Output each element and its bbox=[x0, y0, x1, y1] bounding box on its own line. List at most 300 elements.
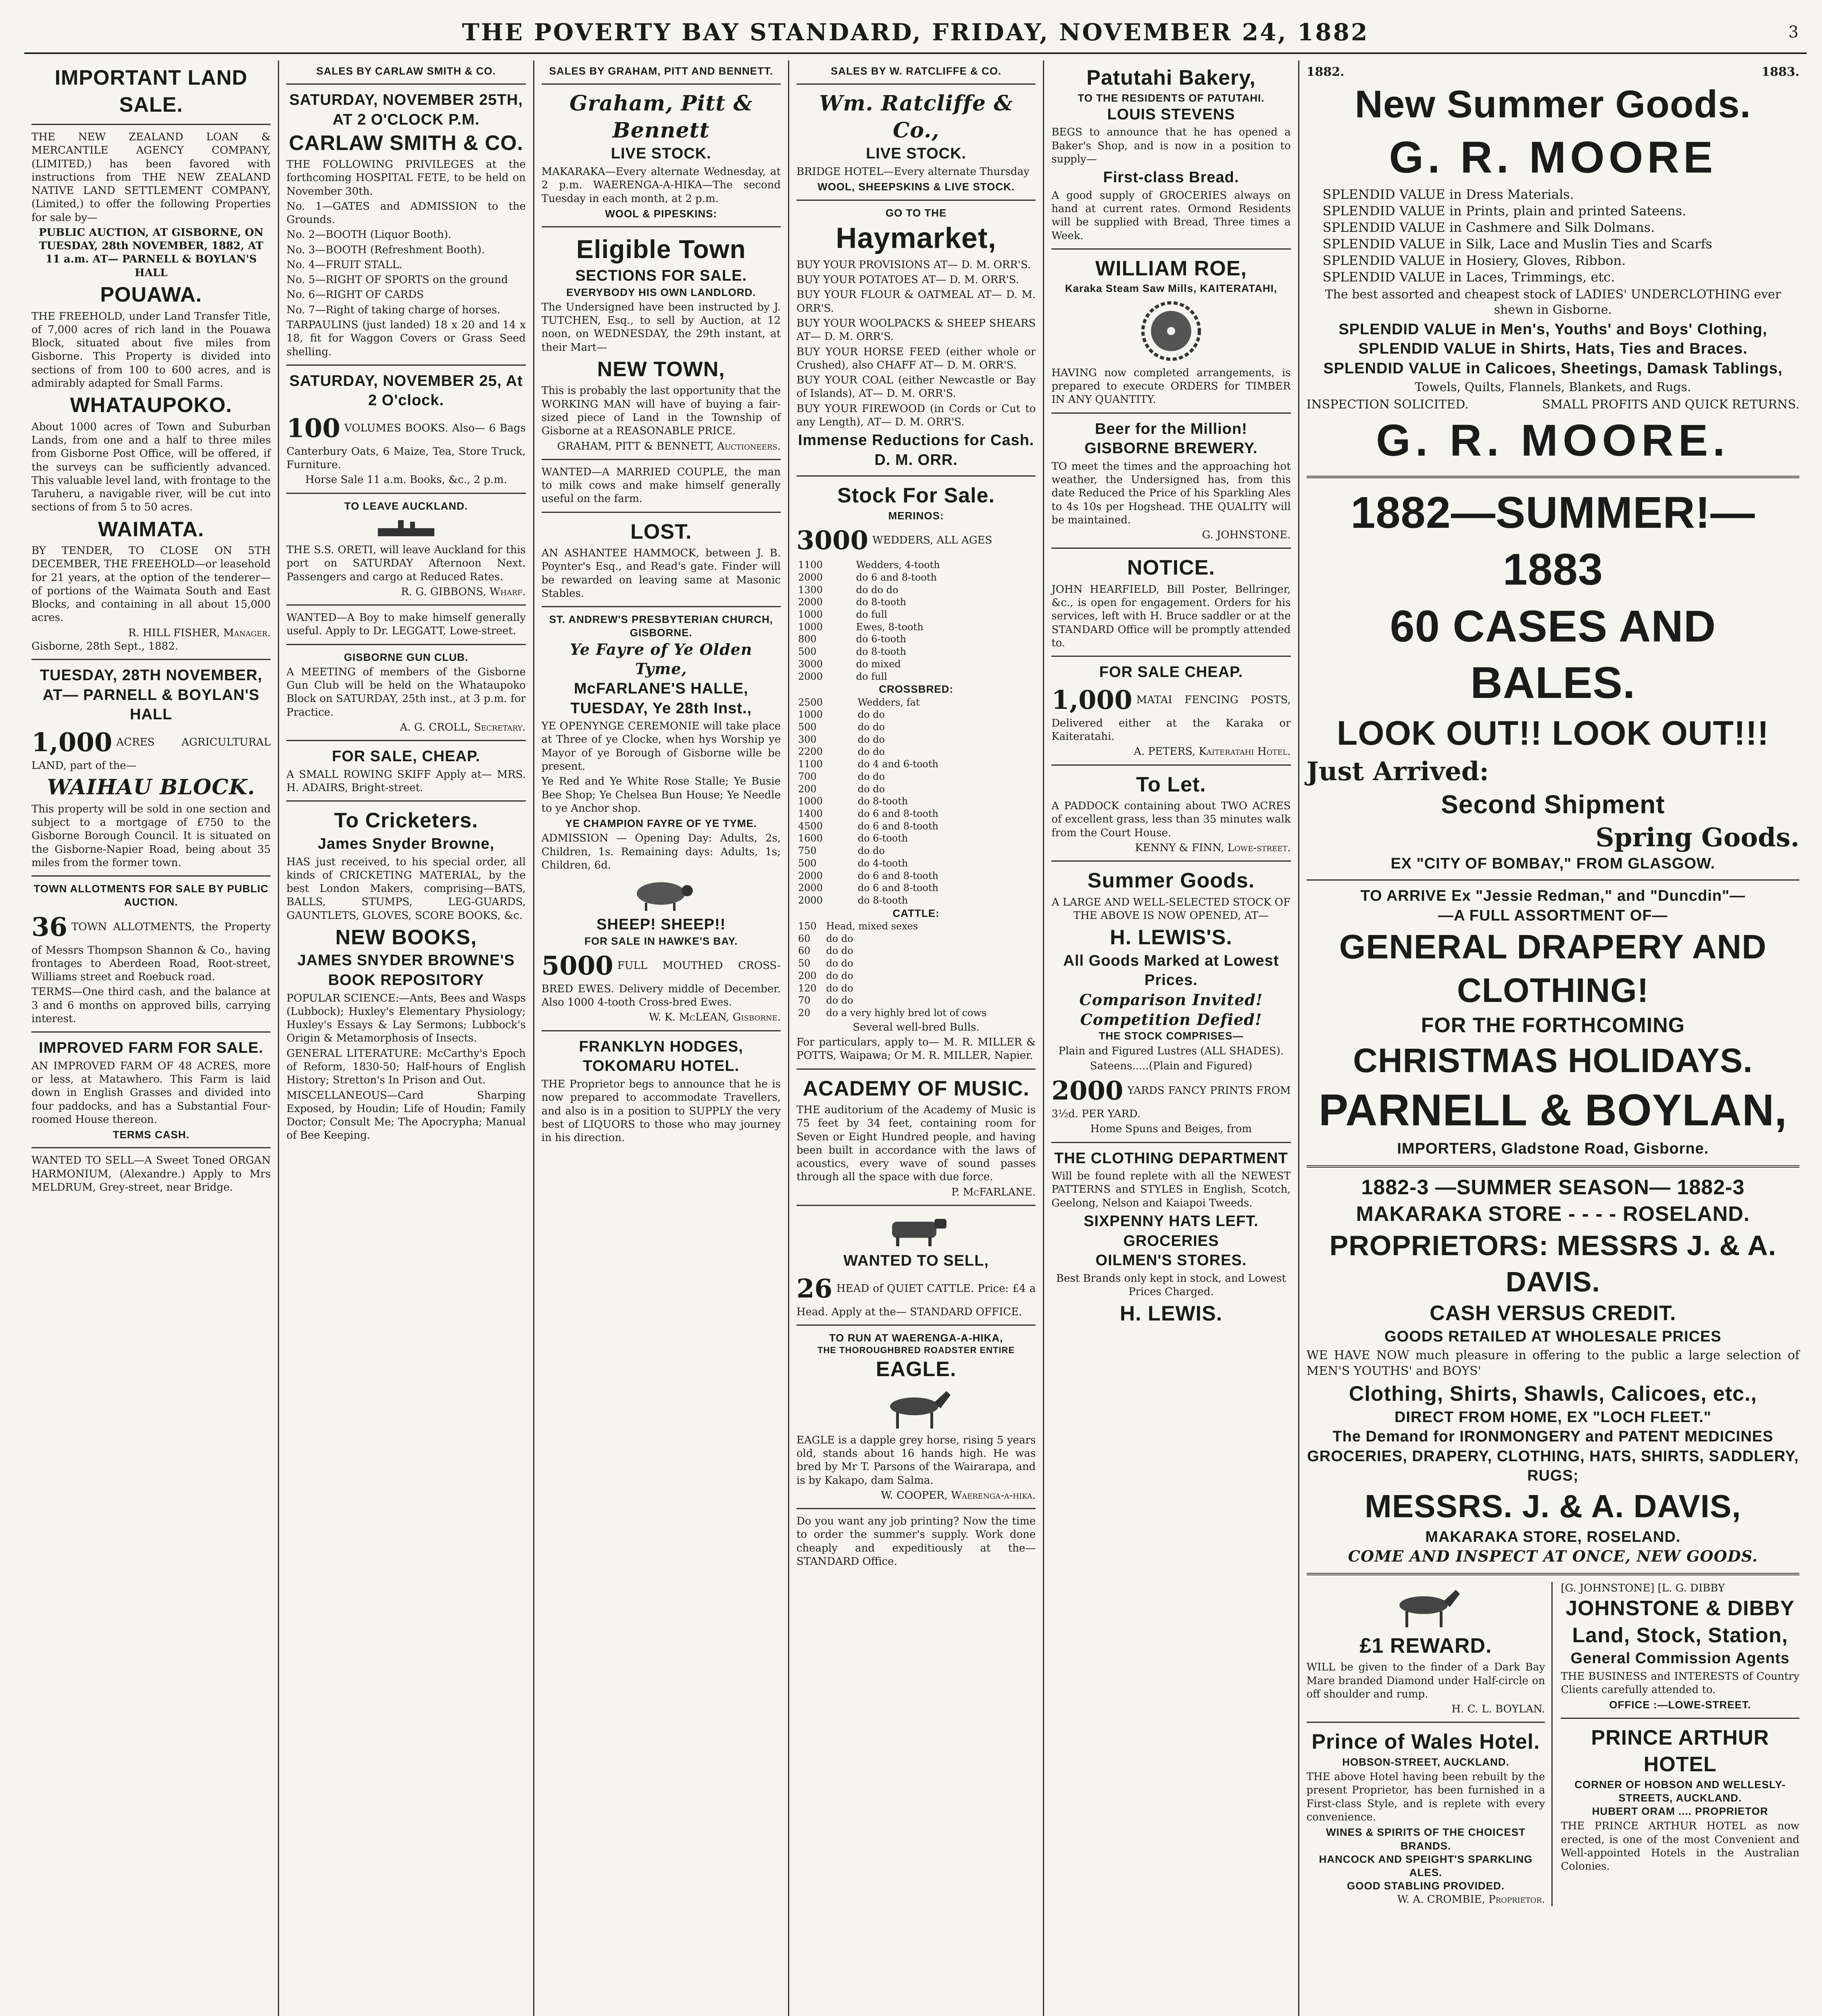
roe-sub: Karaka Steam Saw Mills, KAITERATAHI, bbox=[1065, 282, 1278, 295]
table-cell: do 6-tooth bbox=[856, 633, 907, 645]
table-cell: Wedders, fat bbox=[857, 696, 920, 708]
table-row bbox=[796, 559, 1036, 571]
hawkes-bay: FOR SALE IN HAWKE'S BAY. bbox=[584, 935, 738, 947]
table-row bbox=[796, 633, 1036, 646]
sheep-text: FULL MOUTHED CROSS-BRED EWES. Delivery middle of December. Also 1000 4-tooth Cross-bred Ewes. bbox=[541, 959, 781, 1009]
moore-footer: G. R. MOORE. bbox=[1376, 416, 1730, 466]
table-row bbox=[796, 820, 1036, 833]
marked-text: All Goods Marked at Lowest Prices. bbox=[1063, 952, 1279, 989]
reward-text: WILL be given to the finder of a Dark Bay Mare branded Diamond under Half-circle on off shoulder and rump. bbox=[1306, 1661, 1545, 1700]
table-row bbox=[796, 982, 1036, 995]
table-cell: do do bbox=[826, 933, 853, 944]
wanted-sell-heading: WANTED TO SELL, bbox=[843, 1252, 989, 1269]
table-cell: do 8-tooth bbox=[857, 895, 908, 906]
lustres-text: Plain and Figured Lustres (ALL SHADES). bbox=[1058, 1045, 1284, 1057]
year-right: 1883. bbox=[1762, 65, 1799, 79]
sheep-icon bbox=[625, 875, 697, 912]
cases-bales-heading: 60 CASES AND BALES. bbox=[1390, 601, 1716, 708]
johnstone-signature: G. JOHNSTONE. bbox=[1202, 529, 1291, 541]
table-cell: 2000 bbox=[798, 571, 823, 583]
table-cell: do a very highly bred lot of cows bbox=[826, 1007, 987, 1019]
splendid-line: SPLENDID VALUE in Cashmere and Silk Dolmans. bbox=[1322, 219, 1655, 235]
direct-text: DIRECT FROM HOME, EX "LOCH FLEET." bbox=[1394, 1408, 1712, 1426]
to-let-heading: To Let. bbox=[1136, 773, 1206, 796]
table-cell: 1600 bbox=[798, 833, 823, 844]
academy-text: THE auditorium of the Academy of Music is 75 feet by 34 feet, containing room for Seven or Eight Hundred people, and having been built in accordance with the laws of acoustics, every wave of sound passes through all the space with due force. bbox=[796, 1104, 1036, 1183]
lewis-heading: H. LEWIS'S. bbox=[1110, 926, 1232, 950]
table-row bbox=[796, 758, 1036, 771]
table-row bbox=[796, 920, 1036, 933]
cooper-signature: W. COOPER, Waerenga-a-hika. bbox=[881, 1489, 1036, 1502]
to-let-text: A PADDOCK containing about TWO ACRES of excellent grass, less than 35 minutes walk from the Court House. bbox=[1051, 800, 1291, 839]
cattle-table bbox=[796, 920, 1036, 1019]
second-shipment: Second Shipment bbox=[1441, 789, 1665, 819]
table-row bbox=[796, 658, 1036, 671]
reward-heading: £1 REWARD. bbox=[1359, 1634, 1492, 1658]
acres-text: ACRES AGRICULTURAL LAND, part of the— bbox=[31, 736, 271, 772]
bridge-hotel-text: BRIDGE HOTEL—Every alternate Thursday bbox=[796, 165, 1030, 178]
table-cell: 2000 bbox=[798, 870, 823, 881]
bakery-heading: Patutahi Bakery, bbox=[1086, 66, 1256, 90]
inspect-text: COME AND INSPECT AT ONCE, NEW GOODS. bbox=[1348, 1547, 1758, 1566]
fayre-date: TUESDAY, Ye 28th Inst., bbox=[570, 700, 752, 717]
wool-heading: WOOL & PIPESKINS: bbox=[605, 207, 717, 220]
beer-text: TO meet the times and the approaching hot weather, the Undersigned has, from this date Reduced the Price of his Sparkling Ales to 4s 10s per Hogshead. THE QUALITY will be maintained. bbox=[1051, 460, 1291, 526]
gpb-signature: GRAHAM, PITT & BENNETT, Auctioneers. bbox=[557, 440, 781, 452]
table-row bbox=[796, 696, 1036, 709]
ratcliffe-heading: SALES BY W. RATCLIFFE & CO. bbox=[831, 65, 1002, 77]
saturday-sale-2: SATURDAY, NOVEMBER 25, At 2 O'clock. bbox=[289, 372, 523, 409]
shirts-shawls: Clothing, Shirts, Shawls, Calicoes, etc., bbox=[1349, 1382, 1757, 1406]
champion-fayre: YE CHAMPION FAYRE OF YE TYME. bbox=[565, 817, 757, 830]
column-4 bbox=[789, 60, 1044, 2016]
popular-science: POPULAR SCIENCE:—Ants, Bees and Wasps (Lubbock); Huxley's Elementary Physiology; Huxley's Essays & Lay Sermons; Lubbock's Origin & Metamorphosis of Insects. bbox=[286, 992, 526, 1045]
bakery-to: TO THE RESIDENTS OF PATUTAHI. bbox=[1078, 92, 1265, 104]
table-row bbox=[796, 646, 1036, 658]
table-row bbox=[796, 808, 1036, 820]
roadster-heading: THE THOROUGHBRED ROADSTER ENTIRE bbox=[817, 1345, 1015, 1356]
horse-icon bbox=[1385, 1585, 1466, 1629]
booth-2: No. 2—BOOTH (Liquor Booth). bbox=[286, 229, 452, 241]
buy-horse-feed: BUY YOUR HORSE FEED (either whole or Crushed), also CHAFF AT— D. M. ORR'S. bbox=[796, 346, 1036, 371]
table-cell: 1100 bbox=[798, 559, 823, 571]
franklyn-text: THE Proprietor begs to announce that he is now prepared to accommodate Travellers, and also is in a position to SUPPLY the very best of LIQUORS to those who may journey in his direction. bbox=[541, 1078, 781, 1144]
arrive-text: TO ARRIVE Ex "Jessie Redman," and "Duncdin"— bbox=[1360, 887, 1746, 905]
table-cell: 1000 bbox=[798, 709, 823, 721]
orr-name: D. M. ORR. bbox=[874, 451, 958, 469]
go-to-the: GO TO THE bbox=[885, 206, 947, 219]
table-row bbox=[796, 795, 1036, 808]
table-row bbox=[796, 571, 1036, 584]
bulls-text: Several well-bred Bulls. bbox=[853, 1021, 980, 1033]
terms-text: TERMS—One third cash, and the balance at 3 and 6 months on approved bills, carrying interest. bbox=[31, 986, 271, 1025]
table-cell: do 6-tooth bbox=[857, 833, 908, 844]
books-time: Horse Sale 11 a.m. Books, &c., 2 p.m. bbox=[305, 474, 507, 486]
waimata-heading: WAIMATA. bbox=[98, 517, 204, 541]
table-cell: do 6 and 8-tooth bbox=[856, 571, 937, 583]
table-cell: do do bbox=[857, 721, 885, 733]
new-town-text: This is probably the last opportunity that the WORKING MAN will have of buying a fair-sized piece of Land in the Township of Gisborne at a REASONABLE PRICE. bbox=[541, 385, 781, 437]
table-cell: do do bbox=[857, 845, 885, 857]
drapery-heading: GENERAL DRAPERY AND CLOTHING! bbox=[1339, 928, 1767, 1009]
column-1 bbox=[24, 60, 279, 2016]
steamship-icon bbox=[374, 516, 438, 540]
table-cell: Wedders, 4-tooth bbox=[856, 559, 940, 571]
jd-text: THE BUSINESS and INTERESTS of Country Clients carefully attended to. bbox=[1561, 1670, 1800, 1696]
table-row bbox=[796, 933, 1036, 945]
bakery-text-2: A good supply of GROCERIES always on hand at current rates. Ormond Residents will be supplied with Bread, Three times a Week. bbox=[1051, 189, 1291, 242]
parnell-heading: PARNELL & BOYLAN, bbox=[1318, 1085, 1787, 1135]
live-stock-text: MAKARAKA—Every alternate Wednesday, at 2 p.m. WAERENGA-A-HIKA—The second Tuesday in each month, at 2 p.m. bbox=[541, 165, 781, 205]
booth-5: No. 5—RIGHT OF SPORTS on the ground bbox=[286, 274, 508, 286]
eligible-text: The Undersigned have been instructed by J. TUTCHEN, Esq., to sell by Auction, at 12 noon, on WEDNESDAY, the 29th instant, at their Mart— bbox=[541, 301, 781, 354]
gun-club-text: A MEETING of members of the Gisborne Gun Club will be held on the Whataupoko Block on SATURDAY, 25th inst., at 3 p.m. for Practice. bbox=[286, 666, 526, 719]
table-cell: 750 bbox=[798, 845, 817, 857]
crossbred-table bbox=[796, 696, 1036, 907]
buy-provisions: BUY YOUR PROVISIONS AT— D. M. ORR'S. bbox=[796, 258, 1031, 271]
sateens-text: Sateens.....(Plain and Figured) bbox=[1090, 1060, 1253, 1072]
splendid-shirts: SPLENDID VALUE in Shirts, Hats, Ties and Braces. bbox=[1358, 340, 1748, 358]
table-cell: 70 bbox=[798, 995, 811, 1006]
eligible-town-heading: Eligible Town bbox=[576, 235, 746, 264]
for-sale-cheap-heading: FOR SALE CHEAP. bbox=[1099, 664, 1243, 681]
table-cell: 2000 bbox=[798, 895, 823, 906]
notice-text: JOHN HEARFIELD, Bill Poster, Bellringer, &c., is open for engagement. Orders for his services, left with H. Bruce saddler or at the STANDARD Office will be promptly attended to. bbox=[1051, 583, 1291, 649]
admission-text: ADMISSION — Opening Day: Adults, 2s, Children, 1s. Remaining days: Adults, 1s; Children, 6d. bbox=[541, 832, 781, 871]
cattle-text: HEAD of QUIET CATTLE. Price: £4 a Head. Apply at the— STANDARD OFFICE. bbox=[796, 1282, 1036, 1318]
table-cell: do do do bbox=[856, 584, 898, 596]
table-row bbox=[796, 721, 1036, 733]
cash-credit: CASH VERSUS CREDIT. bbox=[1430, 1302, 1676, 1325]
year-left: 1882. bbox=[1306, 65, 1345, 79]
wanted-couple: WANTED—A MARRIED COUPLE, the man to milk cows and make himself generally useful on the farm. bbox=[541, 466, 781, 505]
table-cell: do do bbox=[826, 995, 853, 1006]
table-row bbox=[796, 783, 1036, 796]
prince-arthur-sub: CORNER OF HOBSON AND WELLESLY-STREETS, AUCKLAND. bbox=[1574, 1778, 1786, 1804]
buy-coal: BUY YOUR COAL (either Newcastle or Bay of Islands), AT— D. M. ORR'S. bbox=[796, 374, 1036, 400]
crossbred-heading: CROSSBRED: bbox=[879, 683, 954, 696]
waerenga-heading: TO RUN AT WAERENGA-A-HIKA, bbox=[829, 1331, 1003, 1344]
roseland-text: MAKARAKA STORE, ROSELAND. bbox=[1425, 1528, 1681, 1545]
mcfarlane-signature: P. McFARLANE. bbox=[951, 1186, 1036, 1198]
table-cell: 1000 bbox=[798, 796, 823, 807]
offering-text: WE HAVE NOW much pleasure in offering to the public a large selection of MEN'S YOUTHS' and BOYS' bbox=[1306, 1348, 1799, 1378]
booth-1: No. 1—GATES and ADMISSION to the Grounds. bbox=[286, 200, 526, 226]
bread-heading: First-class Bread. bbox=[1103, 169, 1239, 186]
season-heading: 1882-3 —SUMMER SEASON— 1882-3 bbox=[1361, 1175, 1745, 1199]
merinos-number: 3000 bbox=[796, 525, 869, 556]
table-cell: do mixed bbox=[856, 658, 901, 670]
table-cell: do 6 and 8-tooth bbox=[857, 870, 938, 881]
summer-years-heading: 1882—SUMMER!—1883 bbox=[1351, 488, 1755, 594]
church-heading: ST. ANDREW'S PRESBYTERIAN CHURCH, GISBORNE. bbox=[549, 613, 773, 639]
sheep-heading: SHEEP! SHEEP!! bbox=[596, 916, 726, 933]
merinos-heading: MERINOS: bbox=[888, 509, 944, 522]
general-literature: GENERAL LITERATURE: McCarthy's Epoch of Reform, 1830-50; Half-hours of English History; Stretton's In Prison and Out. bbox=[286, 1047, 526, 1087]
splendid-line: SPLENDID VALUE in Prints, plain and printed Sateens. bbox=[1322, 203, 1686, 219]
olden-heading: Ye Fayre of Ye Olden Tyme, bbox=[570, 640, 753, 678]
masthead bbox=[24, 12, 1807, 54]
jd-office: OFFICE :—LOWE-STREET. bbox=[1609, 1699, 1751, 1711]
town-allotments-heading: TOWN ALLOTMENTS FOR SALE BY PUBLIC AUCTION. bbox=[33, 883, 269, 908]
cricketers-heading: To Cricketers. bbox=[334, 809, 478, 833]
new-town-heading: NEW TOWN, bbox=[597, 357, 725, 381]
date-line: Gisborne, 28th Sept., 1882. bbox=[31, 640, 178, 652]
column-6 bbox=[1299, 60, 1807, 2016]
table-cell: do do bbox=[826, 982, 853, 994]
book-repository: JAMES SNYDER BROWNE'S BOOK REPOSITORY bbox=[297, 952, 515, 989]
comprises-heading: THE STOCK COMPRISES— bbox=[1099, 1030, 1244, 1042]
books-text: VOLUMES BOOKS. Also— 6 Bags Canterbury Oats, 6 Maize, Tea, Store Truck, Furniture. bbox=[286, 422, 526, 471]
columns bbox=[24, 60, 1807, 2016]
merino-table bbox=[796, 559, 1036, 683]
table-cell: 4500 bbox=[798, 820, 823, 832]
booth-3: No. 3—BOOTH (Refreshment Booth). bbox=[286, 244, 485, 256]
table-cell: do do bbox=[857, 783, 885, 795]
table-cell: 2200 bbox=[798, 746, 823, 758]
table-cell: 500 bbox=[798, 646, 817, 658]
just-arrived: Just Arrived: bbox=[1306, 756, 1489, 787]
booth-6: No. 6—RIGHT OF CARDS bbox=[286, 289, 424, 301]
table-row bbox=[796, 746, 1036, 758]
table-cell: 700 bbox=[798, 771, 817, 782]
table-cell: 2000 bbox=[798, 596, 823, 608]
table-cell: 120 bbox=[798, 982, 817, 994]
bakery-text: BEGS to announce that he has opened a Baker's Shop, and is now in a position to supply— bbox=[1051, 126, 1291, 165]
brands-text: Best Brands only kept in stock, and Lowest Prices Charged. bbox=[1056, 1272, 1286, 1298]
carlaw-heading: SALES BY CARLAW SMITH & CO. bbox=[316, 65, 496, 77]
table-cell: 3000 bbox=[798, 658, 823, 670]
table-row bbox=[796, 621, 1036, 633]
posts-text: MATAI FENCING POSTS, Delivered either at the Karaka or Kaiteratahi. bbox=[1051, 694, 1291, 743]
splendid-line: SPLENDID VALUE in Dress Materials. bbox=[1322, 187, 1574, 202]
table-cell: do 6 and 8-tooth bbox=[857, 882, 938, 894]
gibbons-signature: R. G. GIBBONS, Wharf. bbox=[401, 585, 526, 598]
prince-arthur-heading: PRINCE ARTHUR HOTEL bbox=[1591, 1726, 1769, 1776]
table-cell: do do bbox=[857, 733, 885, 745]
table-cell: do 4 and 6-tooth bbox=[857, 758, 938, 770]
stock-for-sale-heading: Stock For Sale. bbox=[837, 484, 995, 508]
table-cell: 1400 bbox=[798, 808, 823, 820]
horse-icon bbox=[876, 1386, 957, 1431]
brewery-heading: GISBORNE BREWERY. bbox=[1084, 440, 1258, 457]
table-row bbox=[796, 957, 1036, 970]
buy-flour: BUY YOUR FLOUR & OATMEAL AT— D. M. ORR'S. bbox=[796, 289, 1036, 314]
wanted-boy: WANTED—A Boy to make himself generally useful. Apply to Dr. LEGGATT, Lowe-street. bbox=[286, 612, 526, 637]
buy-woolpacks: BUY YOUR WOOLPACKS & SHEEP SHEARS AT— D. M. ORR'S. bbox=[796, 317, 1036, 343]
table-cell: 200 bbox=[798, 783, 817, 795]
table-cell: do 8-tooth bbox=[856, 646, 907, 658]
table-row bbox=[796, 894, 1036, 907]
yards-text: YARDS FANCY PRINTS FROM 3½d. PER YARD. bbox=[1051, 1085, 1291, 1120]
table-cell: 60 bbox=[798, 945, 811, 957]
graham-firm: Graham, Pitt & Bennett bbox=[569, 91, 753, 143]
yards-number: 2000 bbox=[1051, 1076, 1124, 1106]
eagle-heading: EAGLE. bbox=[876, 1358, 957, 1381]
importers-text: IMPORTERS, Gladstone Road, Gisborne. bbox=[1397, 1140, 1709, 1158]
table-cell: do 6 and 8-tooth bbox=[857, 820, 938, 832]
cricket-text: HAS just received, to his special order, all kinds of CRICKETING MATERIAL, by the best London Makers, comprising—BATS, BALLS, STUMPS, LEG-GUARDS, GAUNTLETS, GLOVES, SCORE BOOKS, &c. bbox=[286, 856, 526, 922]
hall-heading: McFARLANE'S HALLE, bbox=[574, 680, 748, 697]
miscellaneous: MISCELLANEOUS—Card Sharping Exposed, by Houdin; Life of Houdin; Family Doctor; Consult Me; The Apocrypha; Manual of Bee Keeping. bbox=[286, 1089, 526, 1142]
ceremonie-text: YE OPENYNGE CEREMONIE will take place at Three of ye Clocke, when hys Worship ye Mayor of ye Borough of Gisborne wille be present. bbox=[541, 720, 781, 773]
table-cell: 1100 bbox=[798, 758, 823, 770]
stalls-text: Ye Red and Ye White Rose Stalle; Ye Busie Bee Shop; Ye Chelsea Bun House; Ye Needle to ye Anchor shop. bbox=[541, 775, 781, 814]
table-cell: 300 bbox=[798, 733, 817, 745]
browne-name: James Snyder Browne, bbox=[317, 835, 495, 852]
reductions-heading: Immense Reductions for Cash. bbox=[798, 432, 1034, 449]
terms-cash: TERMS CASH. bbox=[113, 1129, 190, 1141]
auckland-text: THE S.S. ORETI, will leave Auckland for this port on SATURDAY Afternoon Next. Passengers and cargo at Reduced Rates. bbox=[286, 544, 526, 583]
prince-wales-text: THE above Hotel having been rebuilt by the present Proprietor, has been furnished in a First-class Style, and is replete with every convenience. bbox=[1306, 1771, 1545, 1823]
table-cell: 50 bbox=[798, 958, 811, 969]
table-row bbox=[796, 994, 1036, 1007]
tarpaulins-text: TARPAULINS (just landed) 18 x 20 and 14 x 18, fit for Waggon Covers or Grass Seed shelling. bbox=[286, 319, 526, 358]
eagle-text: EAGLE is a dapple grey horse, rising 5 years old, stands about 16 hands high. He was bred by Mr T. Parsons of the Wairarapa, and is by Kakapo, dam Salma. bbox=[796, 1434, 1036, 1487]
land-sale-heading: IMPORTANT LAND SALE. bbox=[54, 66, 248, 117]
boylan-signature: H. C. L. BOYLAN. bbox=[1451, 1703, 1545, 1716]
splendid-line: SPLENDID VALUE in Silk, Lace and Muslin Ties and Scarfs bbox=[1322, 236, 1712, 252]
graham-heading: SALES BY GRAHAM, PITT AND BENNETT. bbox=[549, 65, 773, 77]
roe-text: HAVING now completed arrangements, is prepared to execute ORDERS for TIMBER IN ANY QUANTITY. bbox=[1051, 367, 1291, 406]
booth-4: No. 4—FRUIT STALL. bbox=[286, 258, 403, 271]
cow-icon bbox=[880, 1212, 953, 1248]
new-summer-goods-heading: New Summer Goods. bbox=[1355, 83, 1751, 126]
table-cell: do do bbox=[857, 709, 885, 721]
ratcliffe-live-stock: LIVE STOCK. bbox=[866, 145, 967, 162]
groceries-heading: GROCERIES bbox=[1123, 1232, 1219, 1250]
table-row bbox=[796, 584, 1036, 596]
carlaw-firm: CARLAW SMITH & CO. bbox=[289, 131, 523, 155]
summer-goods-text: A LARGE AND WELL-SELECTED STOCK OF THE ABOVE IS NOW OPENED, AT— bbox=[1051, 896, 1291, 922]
cattle-number: 26 bbox=[796, 1273, 833, 1304]
groceries-drapery: GROCERIES, DRAPERY, CLOTHING, HATS, SHIRTS, SADDLERY, RUGS; bbox=[1307, 1447, 1799, 1485]
wines-text: WINES & SPIRITS OF THE CHOICEST BRANDS. bbox=[1326, 1826, 1526, 1852]
demand-text: The Demand for IRONMONGERY and PATENT MEDICINES bbox=[1332, 1428, 1774, 1445]
table-cell: Head, mixed sexes bbox=[826, 921, 918, 932]
table-cell: 150 bbox=[798, 921, 817, 932]
table-cell: do 6 and 8-tooth bbox=[857, 808, 938, 820]
beer-heading: Beer for the Million! bbox=[1095, 420, 1247, 437]
gun-club-heading: GISBORNE GUN CLUB. bbox=[344, 651, 469, 663]
table-cell: do do bbox=[857, 771, 885, 782]
homespuns-text: Home Spuns and Beiges, from bbox=[1090, 1123, 1252, 1135]
landlord-heading: EVERYBODY HIS OWN LANDLORD. bbox=[566, 286, 756, 298]
table-row bbox=[796, 870, 1036, 882]
skiff-heading: FOR SALE, CHEAP. bbox=[332, 748, 480, 765]
land-sale-intro: THE NEW ZEALAND LOAN & MERCANTILE AGENCY COMPANY, (LIMITED,) has been favored with instructions from THE NEW ZEALAND NATIVE LAND SETTLEMENT COMPANY, (Limited,) to offer the following Properties for sale by— bbox=[31, 131, 271, 224]
new-books-heading: NEW BOOKS, bbox=[335, 925, 477, 949]
haymarket-heading: Haymarket, bbox=[836, 222, 996, 254]
clothing-dept-text: Will be found replete with all the NEWEST PATTERNS and STYLES in English, Scotch, Geelong, Nelson and Kaiapoi Tweeds. bbox=[1051, 1170, 1291, 1209]
wanted-organ: WANTED TO SELL—A Sweet Toned ORGAN HARMONIUM, (Alexandre.) Apply to Mrs MELDRUM, Grey-street, near Bridge. bbox=[31, 1154, 271, 1193]
wool-sheepskins: WOOL, SHEEPSKINS & LIVE STOCK. bbox=[817, 181, 1015, 193]
waimata-text: BY TENDER, TO CLOSE ON 5TH DECEMBER, THE FREEHOLD—or leasehold for 21 years, at the option of the tenderer—of portions of the Waimata South and East Blocks, and containing in all about 15,000 acres. bbox=[31, 545, 271, 624]
table-cell: 2000 bbox=[798, 882, 823, 894]
skiff-text: A SMALL ROWING SKIFF Apply at— MRS. H. ADAIRS, Bright-street. bbox=[286, 768, 526, 794]
table-cell: do 8-tooth bbox=[856, 596, 907, 608]
roe-heading: WILLIAM ROE, bbox=[1095, 256, 1247, 280]
makaraka-heading: MAKARAKA STORE - - - - ROSELAND. bbox=[1356, 1202, 1750, 1226]
table-row bbox=[796, 970, 1036, 982]
table-row bbox=[796, 596, 1036, 608]
booth-7: No. 7—Right of taking charge of horses. bbox=[286, 304, 500, 316]
sheep-number: 5000 bbox=[541, 951, 613, 981]
profits-text: SMALL PROFITS AND QUICK RETURNS. bbox=[1542, 397, 1799, 412]
underclothing-text: The best assorted and cheapest stock of LADIES' UNDERCLOTHING ever shewn in Gisborne. bbox=[1325, 287, 1781, 317]
manager-signature: R. HILL FISHER, Manager. bbox=[128, 627, 271, 639]
books-number: 100 bbox=[286, 413, 340, 444]
comparison-text: Comparison Invited! Competition Defied! bbox=[1079, 991, 1263, 1029]
acres-number: 1,000 bbox=[31, 727, 113, 758]
column-3 bbox=[534, 60, 789, 2016]
oram-proprietor: HUBERT ORAM .... PROPRIETOR bbox=[1592, 1805, 1768, 1818]
splendid-line: SPLENDID VALUE in Laces, Trimmings, etc. bbox=[1322, 269, 1615, 285]
table-row bbox=[796, 771, 1036, 783]
town-number: 36 bbox=[31, 912, 68, 942]
towels-text: Towels, Quilts, Flannels, Blankets, and Rugs. bbox=[1415, 380, 1691, 395]
splendid-clothing: SPLENDID VALUE in Men's, Youths' and Boys' Clothing, bbox=[1338, 321, 1768, 338]
auckland-heading: TO LEAVE AUCKLAND. bbox=[344, 500, 468, 512]
notice-heading: NOTICE. bbox=[1127, 556, 1215, 580]
lewis-footer: H. LEWIS. bbox=[1119, 1302, 1223, 1326]
summer-goods-heading: Summer Goods. bbox=[1087, 869, 1255, 893]
sixpenny-hats: SIXPENNY HATS LEFT. bbox=[1084, 1212, 1259, 1230]
prince-arthur-text: THE PRINCE ARTHUR HOTEL as now erected, is one of the most Convenient and Well-appointed Hotels in the Australian Colonies. bbox=[1561, 1820, 1800, 1873]
forthcoming-text: FOR THE FORTHCOMING bbox=[1421, 1014, 1685, 1037]
whataupoko-heading: WHATAUPOKO. bbox=[70, 394, 232, 417]
table-row bbox=[796, 882, 1036, 894]
table-cell: 200 bbox=[798, 970, 817, 981]
table-cell: 2500 bbox=[798, 696, 823, 708]
johnstone-header: [G. JOHNSTONE] [L. G. DIBBY bbox=[1561, 1582, 1725, 1594]
table-cell: 500 bbox=[798, 721, 817, 733]
sections-heading: SECTIONS FOR SALE. bbox=[575, 267, 747, 284]
auction-notice: PUBLIC AUCTION, AT GISBORNE, ON TUESDAY, 28th NOVEMBER, 1882, AT 11 a.m. AT— PARNELL & BOYLAN'S HALL bbox=[38, 226, 264, 279]
spring-goods: Spring Goods. bbox=[1595, 822, 1799, 853]
stock-apply: For particulars, apply to— M. R. MILLER & POTTS, Waipawa; Or M. R. MILLER, Napier. bbox=[796, 1036, 1036, 1062]
moore-heading: G. R. MOORE bbox=[1389, 133, 1717, 183]
table-cell: Ewes, 8-tooth bbox=[856, 621, 924, 633]
splendid-calicoes: SPLENDID VALUE in Calicoes, Sheetings, Damask Tablings, bbox=[1323, 360, 1783, 377]
tuesday-sale: TUESDAY, 28TH NOVEMBER, AT— PARNELL & BOYLAN'S HALL bbox=[40, 667, 263, 723]
waihau-text: This property will be sold in one section and subject to a mortgage of £750 to the Gisborne Borough Council. It is situated on the Gisborne-Napier Road, being about 35 miles from the former town. bbox=[31, 803, 271, 869]
table-row bbox=[796, 608, 1036, 621]
table-row bbox=[796, 832, 1036, 845]
bombay-text: EX "CITY OF BOMBAY," FROM GLASGOW. bbox=[1390, 855, 1716, 873]
croll-signature: A. G. CROLL, Secretary. bbox=[400, 721, 526, 733]
oilmens-heading: OILMEN'S STORES. bbox=[1095, 1252, 1247, 1269]
buy-firewood: BUY YOUR FIREWOOD (in Cords or Cut to any Length), AT— D. M. ORR'S. bbox=[796, 402, 1036, 428]
stabling-text: GOOD STABLING PROVIDED. bbox=[1347, 1880, 1505, 1892]
lost-text: AN ASHANTEE HAMMOCK, between J. B. Poynter's Esq., and Read's gate. Finder will be rewarded on leaving same at Masonic Stables. bbox=[541, 547, 781, 600]
table-cell: do do bbox=[857, 746, 885, 758]
ratcliffe-firm: Wm. Ratcliffe & Co., bbox=[819, 91, 1013, 143]
table-cell: 20 bbox=[798, 1007, 811, 1019]
davis-footer: MESSRS. J. & A. DAVIS, bbox=[1365, 1488, 1741, 1524]
merinos-text: WEDDERS, ALL AGES bbox=[872, 534, 992, 547]
privileges-text: THE FOLLOWING PRIVILEGES at the forthcoming HOSPITAL FETE, to be held on November 30th. bbox=[286, 158, 526, 198]
inspection-text: INSPECTION SOLICITED. bbox=[1306, 397, 1469, 412]
sawblade-icon bbox=[1139, 299, 1203, 363]
peters-signature: A. PETERS, Kaiteratahi Hotel. bbox=[1134, 746, 1291, 758]
improved-farm-heading: IMPROVED FARM FOR SALE. bbox=[39, 1039, 264, 1057]
table-cell: do full bbox=[856, 608, 887, 620]
jd-agents: General Commission Agents bbox=[1570, 1650, 1790, 1667]
table-cell: 500 bbox=[798, 857, 817, 869]
prince-wales-sub: HOBSON-STREET, AUCKLAND. bbox=[1342, 1756, 1509, 1768]
table-row bbox=[796, 671, 1036, 683]
